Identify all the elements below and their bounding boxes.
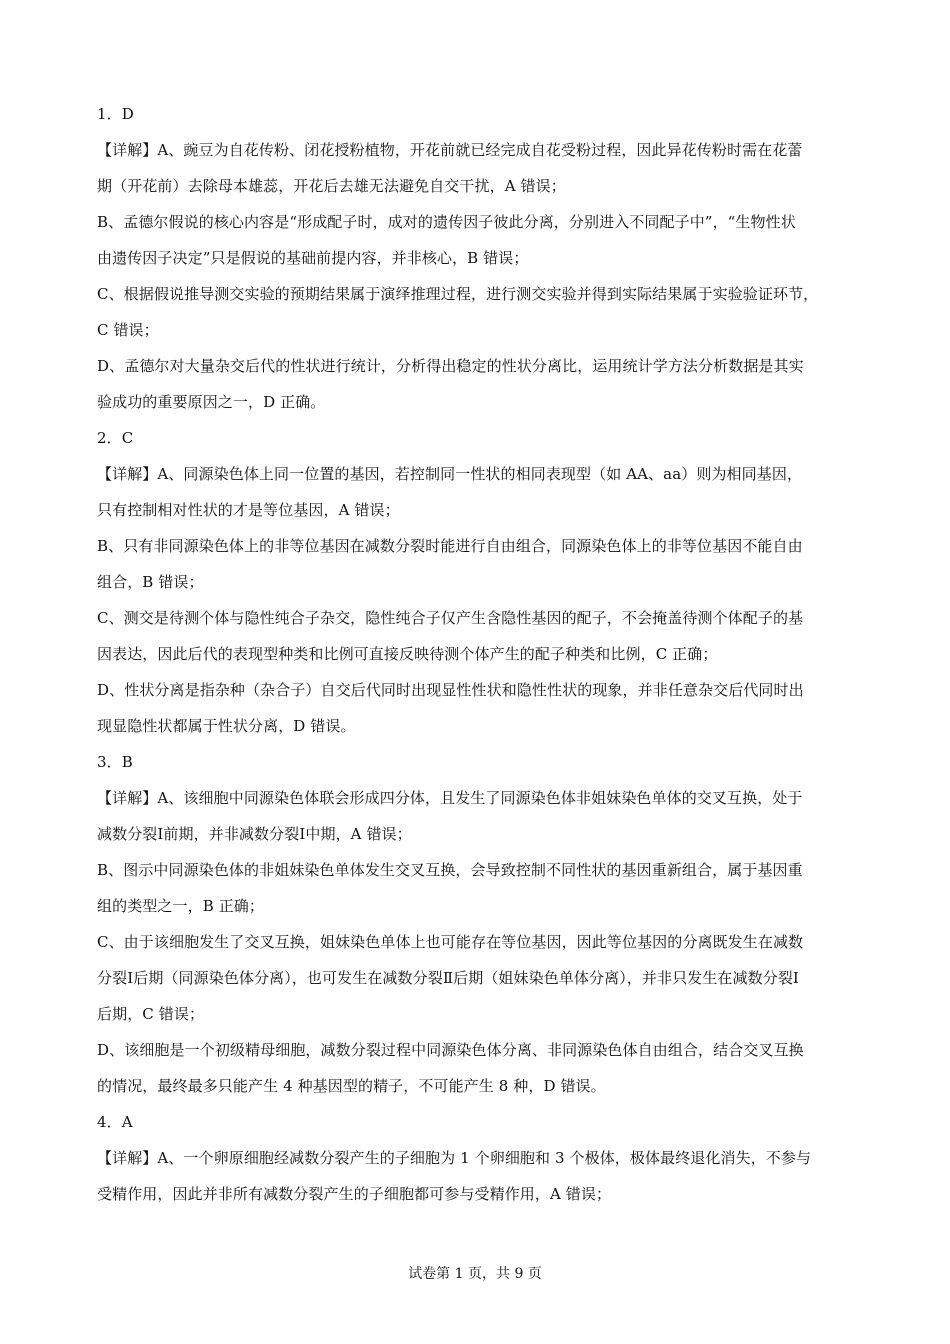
explanation-line: 的情况，最终最多只能产生 4 种基因型的精子，不可能产生 8 种，D 错误。 <box>97 1077 606 1095</box>
answer-line: 4．A <box>97 1113 133 1131</box>
explanation-line: D、该细胞是一个初级精母细胞，减数分裂过程中同源染色体分离、非同源染色体自由组合，结合交叉互换 <box>97 1041 804 1059</box>
answer-line: 1．D <box>97 105 134 123</box>
explanation-line: 【详解】A、豌豆为自花传粉、闭花授粉植物，开花前就已经完成自花受粉过程，因此异花传粉时需在花蕾 <box>97 141 803 159</box>
explanation-line: C、根据假说推导测交实验的预期结果属于演绎推理过程，进行测交实验并得到实际结果属于实验验证环节， <box>97 285 819 303</box>
explanation-line: 验成功的重要原因之一，D 正确。 <box>97 393 326 411</box>
explanation-line: B、只有非同源染色体上的非等位基因在减数分裂时能进行自由组合，同源染色体上的非等位基因不能自由 <box>97 537 803 555</box>
explanation-line: 组合，B 错误； <box>97 573 204 591</box>
explanation-line: B、孟德尔假说的核心内容是“形成配子时，成对的遗传因子彼此分离，分别进入不同配子中”，“生物性状 <box>97 213 796 231</box>
explanation-line: D、孟德尔对大量杂交后代的性状进行统计，分析得出稳定的性状分离比，运用统计学方法分析数据是其实 <box>97 357 804 375</box>
explanation-line: 【详解】A、一个卵原细胞经减数分裂产生的子细胞为 1 个卵细胞和 3 个极体，极体最终退化消失，不参与 <box>97 1149 812 1167</box>
explanation-line: D、性状分离是指杂种（杂合子）自交后代同时出现显性性状和隐性性状的现象，并非任意杂交后代同时出 <box>97 681 804 699</box>
answer-line: 3．B <box>97 753 133 771</box>
answer-line: 2．C <box>97 429 134 447</box>
explanation-line: 减数分裂Ⅰ前期，并非减数分裂Ⅰ中期，A 错误； <box>97 825 412 843</box>
explanation-line: 因表达，因此后代的表现型种类和比例可直接反映待测个体产生的配子种类和比例，C 正确； <box>97 645 718 663</box>
explanation-line: 受精作用，因此并非所有减数分裂产生的子细胞都可参与受精作用，A 错误； <box>97 1185 612 1203</box>
explanation-line: 【详解】A、该细胞中同源染色体联会形成四分体，且发生了同源染色体非姐妹染色单体的交叉互换，处于 <box>97 789 803 807</box>
answer-key-body <box>97 96 853 1212</box>
explanation-line: 组的类型之一，B 正确； <box>97 897 264 915</box>
explanation-line: C、由于该细胞发生了交叉互换，姐妹染色单体上也可能存在等位基因，因此等位基因的分离既发生在减数 <box>97 933 804 951</box>
explanation-line: 【详解】A、同源染色体上同一位置的基因，若控制同一性状的相同表现型（如 AA、aa）则为相同基因， <box>97 465 803 483</box>
page-footer: 试卷第 1 页，共 9 页 <box>408 1266 542 1282</box>
explanation-line: 分裂Ⅰ后期（同源染色体分离），也可发生在减数分裂Ⅱ后期（姐妹染色单体分离），并非只发生在减数分裂Ⅰ <box>97 969 799 987</box>
explanation-line: B、图示中同源染色体的非姐妹染色单体发生交叉互换，会导致控制不同性状的基因重新组合，属于基因重 <box>97 861 803 879</box>
explanation-line: 现显隐性状都属于性状分离，D 错误。 <box>97 717 356 735</box>
explanation-line: 只有控制相对性状的才是等位基因，A 错误； <box>97 501 400 519</box>
explanation-line: 期（开花前）去除母本雄蕊，开花后去雄无法避免自交干扰，A 错误； <box>97 177 566 195</box>
explanation-line: C 错误； <box>97 321 159 339</box>
explanation-line: 由遗传因子决定”只是假说的基础前提内容，并非核心，B 错误； <box>97 249 529 267</box>
explanation-line: 后期，C 错误； <box>97 1005 205 1023</box>
explanation-line: C、测交是待测个体与隐性纯合子杂交，隐性纯合子仅产生含隐性基因的配子，不会掩盖待测个体配子的基 <box>97 609 804 627</box>
